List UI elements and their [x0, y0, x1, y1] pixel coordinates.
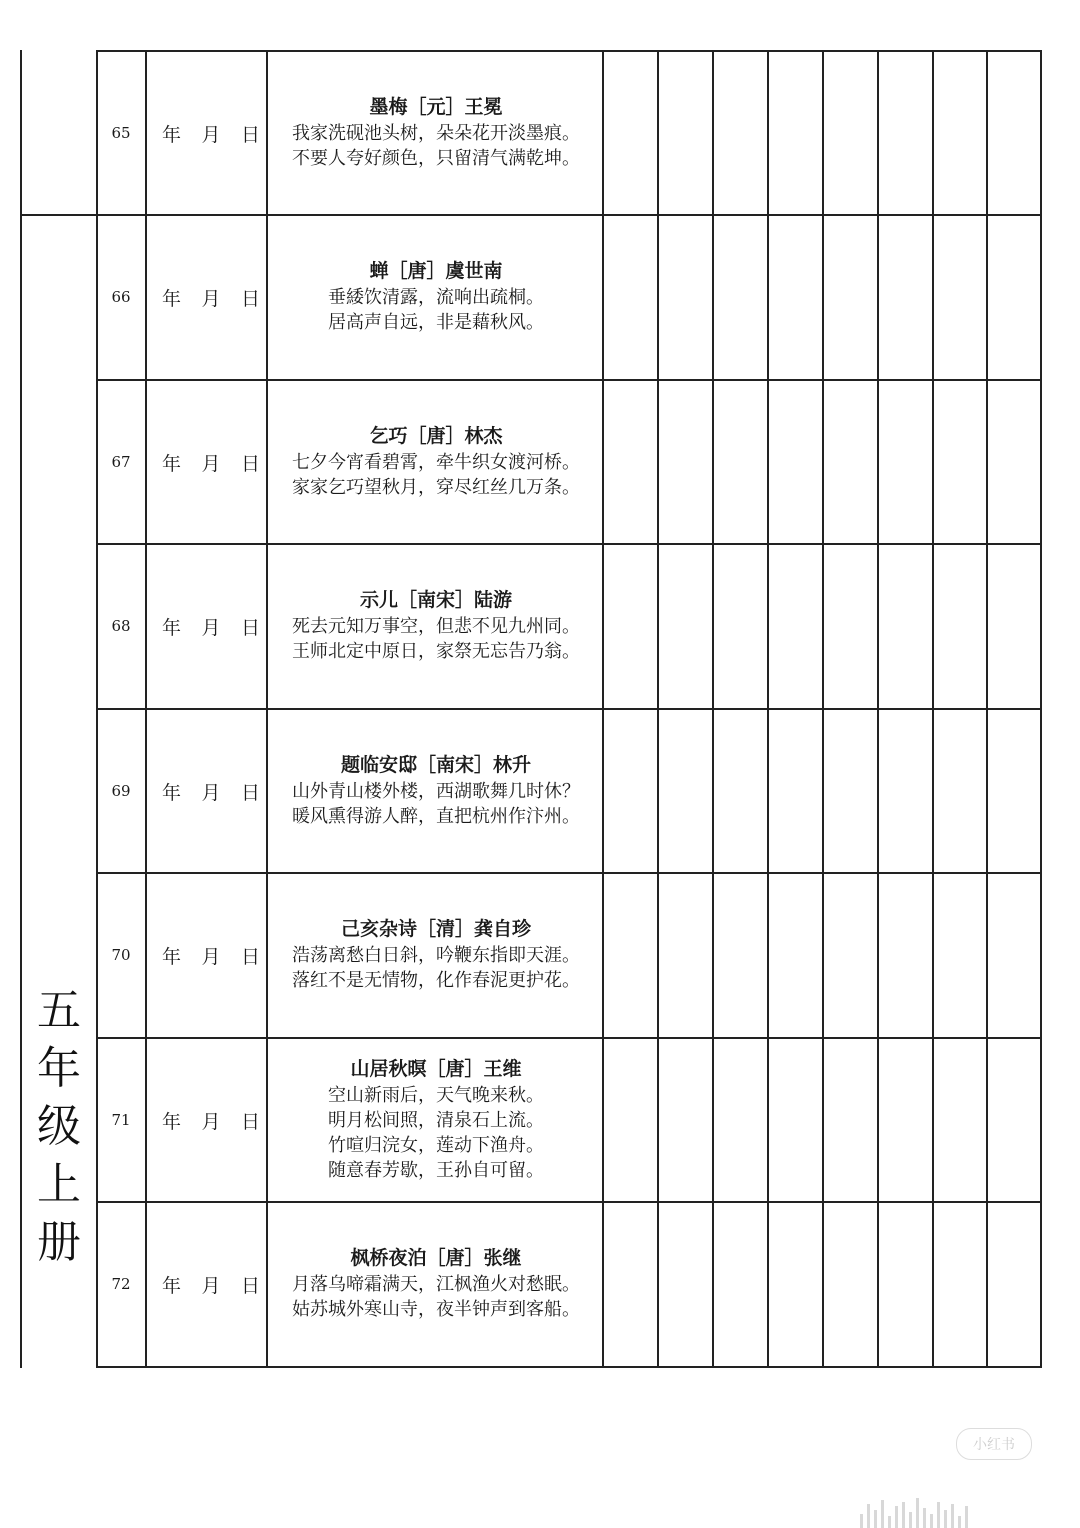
poem-title: 示儿［南宋］陆游 [359, 589, 512, 611]
year-label: 年 [162, 616, 182, 639]
table-border-left [20, 50, 22, 1368]
table-row [96, 1038, 1042, 1202]
poem-title: 己亥杂诗［清］龚自珍 [340, 918, 531, 940]
poem-line: 竹喧归浣女，莲动下渔舟。 [328, 1135, 544, 1156]
date-cell[interactable] [146, 1038, 266, 1202]
poem-line: 浩荡离愁白日斜，吟鞭东指即天涯。 [292, 945, 580, 966]
poem-line: 家家乞巧望秋月，穿尽红丝几万条。 [292, 477, 580, 498]
poem-number: 72 [111, 1275, 131, 1293]
poem-line: 山外青山楼外楼，西湖歌舞几时休？ [292, 781, 580, 802]
poem-line: 七夕今宵看碧霄，牵牛织女渡河桥。 [292, 452, 580, 473]
poem-cell [268, 544, 604, 708]
date-cell[interactable] [146, 709, 266, 873]
date-cell[interactable] [146, 215, 266, 379]
date-cell[interactable] [146, 873, 266, 1037]
poem-cell [268, 709, 604, 873]
poem-line: 死去元知万事空，但悲不见九州同。 [292, 616, 580, 637]
poem-line: 落红不是无情物，化作春泥更护花。 [292, 970, 580, 991]
date-cell[interactable] [146, 1202, 266, 1366]
day-label: 日 [240, 452, 260, 475]
poem-title: 墨梅［元］王冕 [369, 96, 503, 118]
poem-number: 69 [111, 782, 131, 800]
poem-line: 我家洗砚池头树，朵朵花开淡墨痕。 [292, 123, 580, 144]
day-label: 日 [240, 123, 260, 146]
table-row [96, 1202, 1042, 1366]
day-label: 日 [240, 781, 260, 804]
poem-title: 题临安邸［南宋］林升 [340, 754, 531, 776]
poem-number: 67 [111, 453, 131, 471]
date-cell[interactable] [146, 51, 266, 215]
poem-line: 垂緌饮清露，流响出疏桐。 [328, 287, 544, 308]
grade-label-char: 年 [37, 1043, 81, 1094]
day-label: 日 [240, 945, 260, 968]
poem-cell [268, 51, 604, 215]
poem-line: 王师北定中原日，家祭无忘告乃翁。 [292, 641, 580, 662]
month-label: 月 [201, 452, 221, 475]
poem-line: 明月松间照，清泉石上流。 [328, 1110, 544, 1131]
watermark-logo: 小红书 [956, 1428, 1032, 1460]
poem-line: 空山新雨后，天气晚来秋。 [328, 1085, 544, 1106]
poem-line: 月落乌啼霜满天，江枫渔火对愁眠。 [292, 1274, 580, 1295]
date-cell[interactable] [146, 544, 266, 708]
table-row [96, 873, 1042, 1037]
month-label: 月 [201, 1274, 221, 1297]
grade-label-char: 上 [37, 1159, 81, 1210]
poem-title: 蝉［唐］虞世南 [369, 260, 503, 282]
poem-cell [268, 215, 604, 379]
year-label: 年 [162, 945, 182, 968]
poem-cell [268, 380, 604, 544]
table-row [96, 709, 1042, 873]
year-label: 年 [162, 1110, 182, 1133]
year-label: 年 [162, 1274, 182, 1297]
poem-line: 居高声自远，非是藉秋风。 [328, 312, 544, 333]
day-label: 日 [240, 1110, 260, 1133]
day-label: 日 [240, 616, 260, 639]
grade-label [28, 982, 90, 1272]
grade-label-char: 级 [37, 1101, 81, 1152]
year-label: 年 [162, 123, 182, 146]
row-border-bottom [96, 1366, 1042, 1368]
poem-cell [268, 1038, 604, 1202]
month-label: 月 [201, 945, 221, 968]
year-label: 年 [162, 287, 182, 310]
month-label: 月 [201, 781, 221, 804]
year-label: 年 [162, 452, 182, 475]
poem-number: 66 [111, 288, 131, 306]
table-row [96, 544, 1042, 708]
table-row [96, 51, 1042, 215]
poem-title: 乞巧［唐］林杰 [369, 425, 503, 447]
day-label: 日 [240, 287, 260, 310]
grade-label-char: 五 [37, 985, 81, 1036]
poem-number: 71 [111, 1111, 131, 1129]
poem-cell [268, 1202, 604, 1366]
poem-line: 不要人夸好颜色，只留清气满乾坤。 [292, 148, 580, 169]
table-row [96, 215, 1042, 379]
poem-title: 枫桥夜泊［唐］张继 [350, 1247, 522, 1269]
poem-line: 随意春芳歇，王孙自可留。 [328, 1160, 544, 1181]
poem-number: 68 [111, 617, 131, 635]
month-label: 月 [201, 616, 221, 639]
poem-line: 暖风熏得游人醉，直把杭州作汴州。 [292, 806, 580, 827]
day-label: 日 [240, 1274, 260, 1297]
table-row [96, 380, 1042, 544]
poem-line: 姑苏城外寒山寺，夜半钟声到客船。 [292, 1299, 580, 1320]
poem-title: 山居秋暝［唐］王维 [350, 1058, 522, 1080]
month-label: 月 [201, 1110, 221, 1133]
month-label: 月 [201, 287, 221, 310]
month-label: 月 [201, 123, 221, 146]
poem-number: 70 [111, 946, 131, 964]
poem-number: 65 [111, 124, 131, 142]
poem-cell [268, 873, 604, 1037]
year-label: 年 [162, 781, 182, 804]
grade-label-char: 册 [37, 1217, 81, 1268]
watermark-barcode [860, 1496, 1060, 1528]
date-cell[interactable] [146, 380, 266, 544]
